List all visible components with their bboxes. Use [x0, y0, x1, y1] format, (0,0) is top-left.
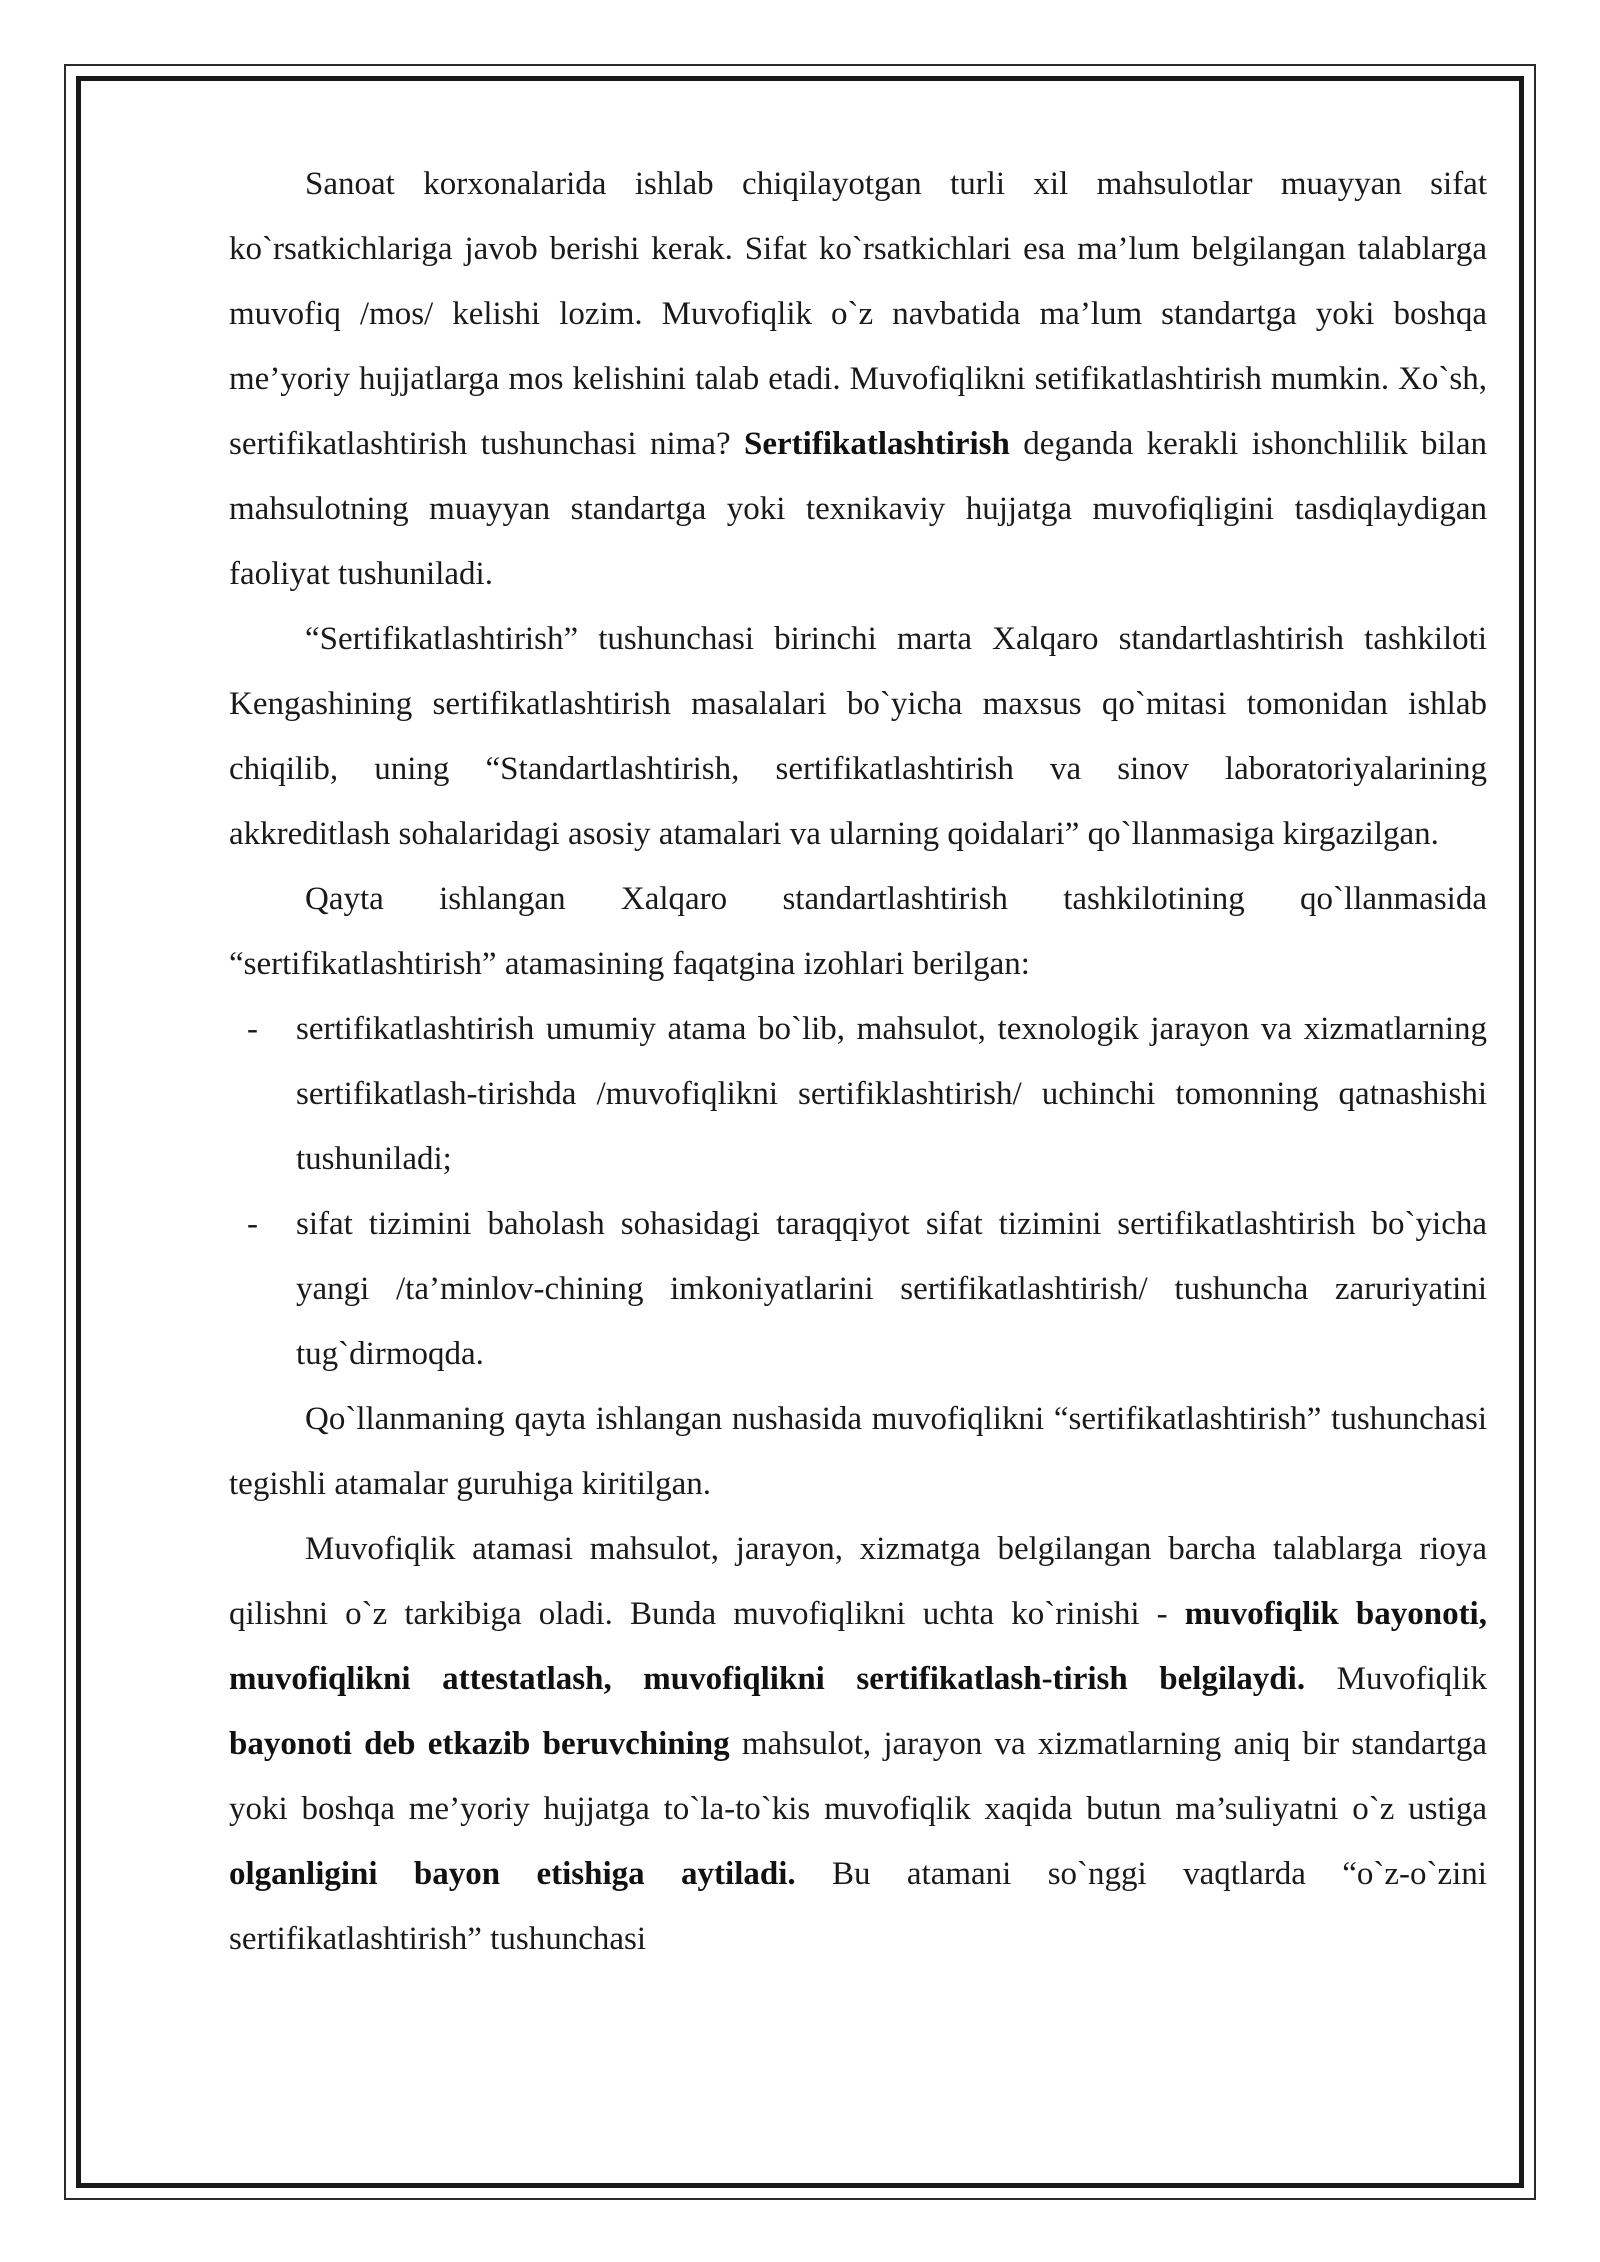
list-marker: -	[247, 1206, 258, 1242]
paragraph-2: “Sertifikatlashtirish” tushunchasi birinchi marta Xalqaro standartlashtirish tashkiloti Kengashining sertifikatlashtirish masalalari bo`yicha maxsus qo`mitasi tomonidan ishlab chiqilib, uning “Standartlashtirish, sertifikatlashtirish va sinov laboratoriyalarining akkreditlash sohalaridagi asosiy atamalari va ularning qoidalari” qo`llanmasiga kirgazilgan.	[229, 621, 1487, 852]
bold-term: Sertifikatlashtirish	[744, 426, 1010, 462]
text: mahsulot, jarayon va xizmatlarning aniq bir standartga yoki boshqa me’yoriy hujjatga to`la-to`kis muvofiqlik xaqida butun ma’suliyatni o`z ustiga	[229, 1726, 1488, 1827]
paragraph-1	[229, 152, 1487, 607]
bold-term: bayonoti deb etkazib beruvchining	[229, 1726, 730, 1762]
list-item-text: sertifikatlashtirish umumiy atama bo`lib, mahsulot, texnologik jarayon va xizmatlarning sertifikatlash-tirishda /muvofiqlikni sertifiklashtirish/ uchinchi tomonning qatnashishi tushuniladi;	[296, 1011, 1487, 1177]
paragraph-5	[229, 1517, 1487, 1972]
text: deganda kerakli ishonchlilik bilan mahsulotning muayyan standartga yoki texnikaviy hujjatga muvofiqligini tasdiqlaydigan faoliyat tushuniladi.	[229, 426, 1487, 592]
list-marker: -	[247, 1011, 258, 1047]
bold-term: olganligini bayon etishiga aytiladi.	[229, 1856, 796, 1892]
list-item-text: sifat tizimini baholash sohasidagi taraqqiyot sifat tizimini sertifikatlashtirish bo`yicha yangi /ta’minlov-chining imkoniyatlarini sertifikatlashtirish/ tushuncha zaruriyatini tug`dirmoqda.	[296, 1206, 1487, 1372]
dash-list	[229, 997, 1487, 1387]
paragraph-4: Qo`llanmaning qayta ishlangan nushasida muvofiqlikni “sertifikatlashtirish” tushunchasi tegishli atamalar guruhiga kiritilgan.	[229, 1401, 1487, 1502]
text: Muvofiqlik atamasi mahsulot, jarayon, xizmatga belgilangan barcha talablarga rioya qilishni o`z tarkibiga oladi. Bunda muvofiqlikni uchta ko`rinishi -	[229, 1531, 1487, 1632]
text: Muvofiqlik	[1305, 1661, 1488, 1697]
list-item	[229, 1192, 1487, 1387]
document-body	[229, 152, 1487, 1972]
list-item	[229, 997, 1487, 1192]
text: Sanoat korxonalarida ishlab chiqilayotgan turli xil mahsulotlar muayyan sifat ko`rsatkichlariga javob berishi kerak. Sifat ko`rsatkichlari esa ma’lum belgilangan talablarga muvofiq /mos/ kelishi lozim. Muvofiqlik o`z navbatida ma’lum standartga yoki boshqa me’yoriy hujjatlarga mos kelishini talab etadi. Muvofiqlikni setifikatlashtirish mumkin. Xo`sh, sertifikatlashtirish tushunchasi nima?	[229, 166, 1487, 462]
paragraph-3: Qayta ishlangan Xalqaro standartlashtirish tashkilotining qo`llanmasida “sertifikatlashtirish” atamasining faqatgina izohlari berilgan:	[229, 881, 1487, 982]
bold-term: muvofiqlik bayonoti, muvofiqlikni attestatlash, muvofiqlikni sertifikatlash-tirish belgilaydi.	[229, 1596, 1487, 1697]
text: Bu atamani so`nggi vaqtlarda “o`z-o`zini sertifikatlashtirish” tushunchasi	[229, 1856, 1487, 1957]
